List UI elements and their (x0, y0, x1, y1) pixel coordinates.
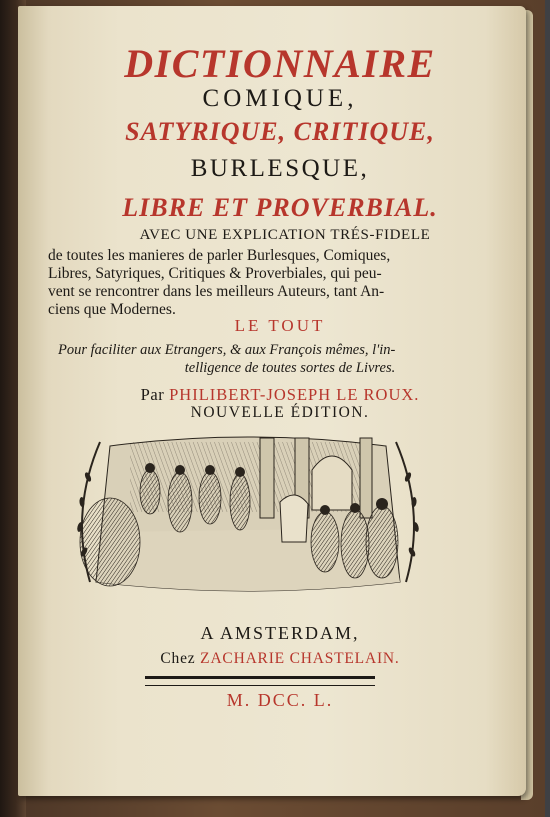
imprint-place: A AMSTERDAM, (200, 623, 360, 643)
subtitle-comique: COMIQUE, (202, 85, 358, 112)
author-name: PHILIBERT-JOSEPH LE ROUX. (169, 385, 420, 404)
purpose-line: Pour faciliter aux Etrangers, & aux François mêmes, l'in- (58, 342, 396, 358)
publisher-name: ZACHARIE CHASTELAIN. (200, 650, 400, 667)
description-line: AVEC UNE EXPLICATION TRÉS-FIDELE (139, 227, 431, 243)
description-line: ciens que Modernes. (48, 301, 176, 318)
subtitle-burlesque: BURLESQUE, (190, 155, 370, 182)
le-tout-heading: LE TOUT (234, 316, 326, 335)
subtitle-libre: LIBRE ET PROVERBIAL. (122, 193, 438, 222)
author-line (40, 385, 520, 405)
book-title: DICTIONNAIRE (124, 41, 436, 86)
par-label: Par (140, 385, 165, 404)
description-line: vent se rencontrer dans les meilleurs Auteurs, tant An- (48, 283, 385, 300)
description-line: de toutes les manieres de parler Burlesques, Comiques, (48, 247, 391, 264)
imprint-publisher-line (40, 650, 520, 668)
engraving-vignette (70, 432, 426, 596)
imprint-rule (145, 676, 375, 686)
edition-line: NOUVELLE ÉDITION. (190, 404, 370, 421)
subtitle-satyrique: SATYRIQUE, CRITIQUE, (125, 117, 435, 146)
description-line: Libres, Satyriques, Critiques & Proverbiales, qui peu- (48, 265, 382, 282)
imprint-date: M. DCC. L. (226, 690, 334, 710)
chez-label: Chez (160, 650, 196, 667)
purpose-line: telligence de toutes sortes de Livres. (184, 360, 396, 376)
